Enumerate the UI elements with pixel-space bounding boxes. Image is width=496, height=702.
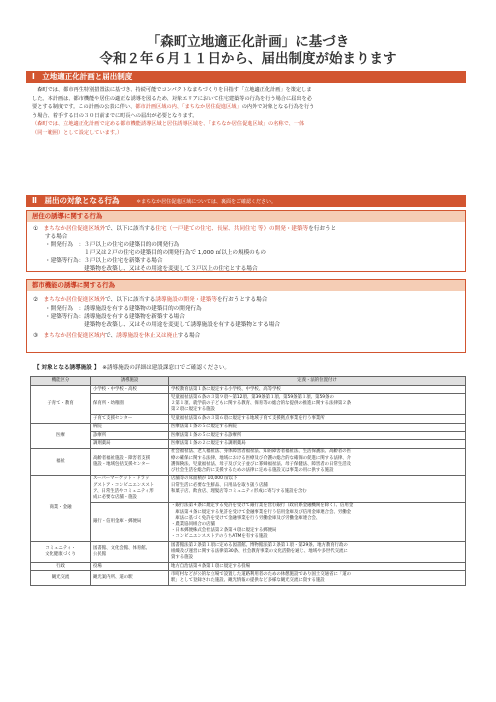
table-header-definition: 定義・法的位置付け [169,377,466,386]
table-cell-definition: 学校教育法第１条に規定する小学校、中学校、高等学校 [169,386,466,394]
box1-line2: する場合 [45,234,68,240]
table-cell-category: コミュニティ・ 文化健康づくり [31,542,91,563]
box2-item2: ② まちなか居住促進区域外で、以下に該当する誘導施設の開発・建築等を行おうとする場合 [33,297,268,303]
table-row [31,448,466,475]
induced-facilities-label: 【 対象となる誘導施設 】 ※誘導施設の詳細は建設課窓口でご確認ください。 [34,365,231,371]
table-cell-facility: 図書館、文化会館、体育館、 公民館 [91,542,169,563]
box1-line4: １戸又は２戸の住宅の建築目的の開発行為で 1,000 ㎡以上の規模のもの [45,250,266,256]
table-cell-facility: 役場 [91,562,169,570]
table-cell-facility: 病院 [91,423,169,431]
section2-note: ＊まちなか居住促進区域については、裏面をご確認ください。 [136,199,276,205]
table-row [31,415,466,423]
table-cell-category: 子育て・教育 [31,386,91,424]
table-cell-facility: スーパーマーケット・ドラッ グストア・コンビニエンススト ア、日常生活やコミュニティ形 成に必要な店舗・施設 [91,475,169,502]
table-cell-definition: 医療法第１条の５に規定する診療所 [169,431,466,439]
table-row [31,542,466,563]
box2-line3: ・建築等行為：誘導施設を有する建築物を新築する場合 [45,314,185,320]
table-row [31,431,466,439]
table-cell-facility: 小学校・中学校・高校 [91,386,169,394]
page-title-line2: 令和２年６月１１日から、届出制度が始まります [99,51,397,67]
section2-header [26,195,466,207]
box2-line2: ・開発行為 ：誘導施設を有する建築物の建築目的の開発行為 [45,306,202,312]
section1-line6: （同一範囲）として設定しています。） [32,129,123,136]
table-row [31,394,466,415]
table-cell-facility: 銀行・信用金庫・郵便局 [91,502,169,541]
table-row [31,386,466,394]
table-cell-facility: 保育所・幼稚園 [91,394,169,415]
table-cell-definition: 医療法第１条の５に規定する病院 [169,423,466,431]
table-row [31,502,466,541]
table-cell-category: 商業・金融 [31,475,91,541]
table-cell-facility: 子育て支援センター [91,415,169,423]
box2-item3: ③ まちなか居住促進区域内で、誘導施設を休止又は廃止する場合 [33,333,201,339]
section1-line4: う場合、着手する日の３０日前までに町長への届出が必要となります。 [32,112,198,119]
table-cell-facility: 調剤薬局 [91,440,169,448]
table-cell-definition: 店舗等の床面積が 10,000 ㎡以下 日常生活に必要な生鮮品、日用品を取り扱う店舗 和菓子店、飲食店、理髪店等コミュニティ形成に寄与する施設を含む [169,475,466,502]
table-cell-facility: 高齢者福祉施設・障害者支援 施設・地域包括支援センター [91,448,169,475]
table-cell-definition: ・銀行法第４条に規定する免許を受けて銀行業を営む銀行（政府系金融機関を除く）、信用金 庫法第４条に規定する免許を受けて金融事業を行う信用金庫及び信用金庫連合会、労働金 庫法に基づく免許を受けて金融事業を行う労働金庫及び労働金庫連合会、 ・農業協同組合の店舗 ・日本郵便株式会社法第２条第４項に規定する郵便局 ・コンビニエンスストアのうちATMを有する施設 [169,502,466,541]
table-row [31,423,466,431]
section1-line2: した。本計画は、都市機能や居住の適正な誘導を図るため、対象エリアにおいて住宅建築等の行為を行う場合に届出を必 [32,95,312,102]
table-row [31,562,466,570]
section1-title: Ⅰ 立地適正化計画と届出制度 [32,72,133,81]
section1-header [26,71,466,83]
table-cell-definition: 市町村などが公的な立場で設置した道路利用者のための休憩施設であり国土交通省に「道の 駅」として登録された施設、観光情報の提供など多様な観光交流に資する施設 [169,571,466,586]
table-cell-definition: 児童福祉法第６条の３第６項に規定する地域子育て支援拠点事業を行う事業所 [169,415,466,423]
table-cell-category: 医療 [31,423,91,448]
box1-line3: ・開発行為 ：３戸以上の住宅の建築目的の開発行為 [45,242,180,248]
table-cell-category: 行政 [31,562,91,570]
section1-body [32,86,462,138]
table-cell-facility: 観光案内所、道の駅 [91,571,169,586]
table-cell-definition: 図書館法第２条第１項に定める図書館、博物館法第２条第１項・第29条、地方教育行政の 組織及び運営に関する法律第30条、社会教育事業の文化活動を通じ、地域や多世代交流に 資する施設 [169,542,466,563]
urban-function-induction-header: 都市機能の誘導に関する行為 [27,280,465,291]
table-row [31,440,466,448]
box1-item1: ① まちなか居住促進区域外で、以下に該当する住宅（一戸建ての住宅、長屋、共同住宅 等）の開発・建築等を行おうと [33,226,337,232]
table-cell-category: 福祉 [31,448,91,475]
urban-function-induction-box [26,279,466,353]
section2-title: Ⅱ 届出の対象となる行為 [32,196,120,205]
box1-line5: ・建築等行為：３戸以上の住宅を新築する場合 [45,258,163,264]
table-cell-definition: 医療法第１条の２に規定する調剤薬局 [169,440,466,448]
table-cell-definition: 児童福祉法第６条の３第９項～第12項、第39条第１項、第59条第１項、第59条の ２第１項、就学前の子どもに関する教育、保育等の総合的な提供の推進に関する法律第２条 第２項に規定する施設 [169,394,466,415]
residence-induction-header: 居住の誘導に関する行為 [27,211,465,222]
box2-line4: 建築物を改築し、又はその用途を変更して誘導施設を有する建築物とする場合 [45,322,280,328]
section1-line1: 森町では、都市再生特別措置法に基づき、持続可能でコンパクトなまちづくりを目指す「立地適正化計画」を策定しま [32,87,312,93]
table-header-row [31,377,466,386]
table-row [31,571,466,586]
section1-line5: （森町では、立地適正化計画で定める都市機能誘導区域と居住誘導区域を、「まちなか居住促進区域」の名称で、一体 [32,121,305,128]
table-header-facility: 誘導施設 [91,377,169,386]
page-title-line1: 「森町立地適正化計画」に基づき [146,34,350,50]
table-header-category: 機能区分 [31,377,91,386]
induced-facilities-table [30,376,466,586]
table-cell-facility: 診療所 [91,431,169,439]
box1-line6: 建築物を改築し、又はその用途を変更して３戸以上の住宅とする場合 [45,266,258,272]
residence-induction-box [26,210,466,272]
table-cell-category: 観光交流 [31,571,91,586]
table-cell-definition: 地方自治法第４条第１項に規定する役場 [169,562,466,570]
table-row [31,475,466,502]
table-cell-definition: 社会福祉法、老人福祉法、身体障害者福祉法、知的障害者福祉法、生活保護法、高齢者の医 療の確保に関する法律、地域における医療及び介護の総合的な確保の促進に関する法律、介 護保険法、児童福祉法、母子及び父子並びに寡婦福祉法、母子保健法、障害者の日常生活及 び社会生活を総合的に支援するための法律に定める施設又は事業の用に供する施設 [169,448,466,475]
section1-line3: 要とする制度です。この計画の公表に伴い、都市計画区域の内、「まちなか居住促進区域」の内外で対象となる行為を行う [32,104,315,111]
